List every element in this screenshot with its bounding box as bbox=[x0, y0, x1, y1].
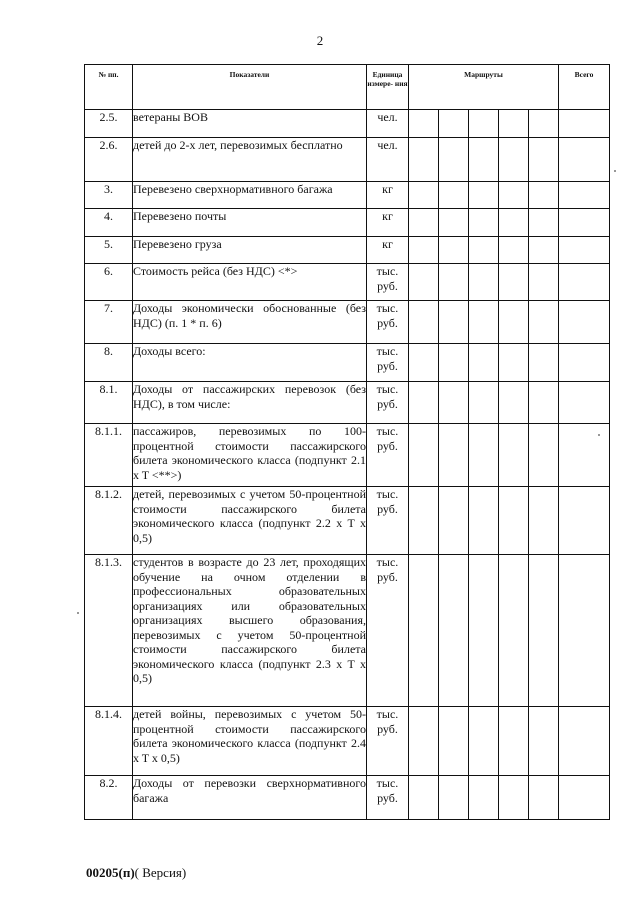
row-indicator: пассажиров, перевозимых по 100-процентной стоимости пассажирского билета экономического класса (подпункт 2.1 x T <**>) bbox=[133, 424, 367, 487]
route-cell bbox=[409, 424, 439, 487]
route-cell bbox=[409, 776, 439, 820]
row-number: 4. bbox=[85, 209, 133, 237]
route-cell bbox=[529, 237, 559, 264]
route-cell bbox=[469, 424, 499, 487]
route-cell bbox=[529, 487, 559, 555]
total-cell bbox=[559, 264, 610, 301]
row-number: 3. bbox=[85, 182, 133, 209]
total-cell bbox=[559, 138, 610, 182]
route-cell bbox=[409, 264, 439, 301]
route-cell bbox=[409, 301, 439, 344]
scan-speck bbox=[77, 612, 79, 614]
route-cell bbox=[529, 182, 559, 209]
total-cell bbox=[559, 301, 610, 344]
row-unit: кг bbox=[367, 237, 409, 264]
row-unit: тыс. руб. bbox=[367, 487, 409, 555]
route-cell bbox=[469, 487, 499, 555]
header-indicators: Показатели bbox=[133, 65, 367, 110]
table-row bbox=[85, 776, 610, 820]
route-cell bbox=[439, 707, 469, 776]
row-unit: чел. bbox=[367, 138, 409, 182]
row-unit: кг bbox=[367, 209, 409, 237]
route-cell bbox=[409, 138, 439, 182]
route-cell bbox=[469, 110, 499, 138]
row-indicator: Перевезено сверхнормативного багажа bbox=[133, 182, 367, 209]
route-cell bbox=[499, 138, 529, 182]
route-cell bbox=[469, 237, 499, 264]
route-cell bbox=[439, 555, 469, 707]
route-cell bbox=[439, 382, 469, 424]
route-cell bbox=[529, 344, 559, 382]
total-cell bbox=[559, 555, 610, 707]
document-code: 00205(п) bbox=[86, 865, 135, 880]
route-cell bbox=[499, 555, 529, 707]
row-indicator: Доходы всего: bbox=[133, 344, 367, 382]
row-number: 8.1.3. bbox=[85, 555, 133, 707]
row-indicator: детей войны, перевозимых с учетом 50-процентной стоимости пассажирского билета экономического класса (подпункт 2.4 x T x 0,5) bbox=[133, 707, 367, 776]
route-cell bbox=[469, 301, 499, 344]
route-cell bbox=[499, 182, 529, 209]
row-indicator: Стоимость рейса (без НДС) <*> bbox=[133, 264, 367, 301]
table-row bbox=[85, 237, 610, 264]
footer-code bbox=[86, 865, 186, 881]
row-indicator: Доходы экономически обоснованные (без НДС) (п. 1 * п. 6) bbox=[133, 301, 367, 344]
total-cell bbox=[559, 110, 610, 138]
route-cell bbox=[529, 209, 559, 237]
total-cell bbox=[559, 707, 610, 776]
route-cell bbox=[499, 487, 529, 555]
row-indicator: Доходы от перевозки сверхнормативного багажа bbox=[133, 776, 367, 820]
route-cell bbox=[499, 301, 529, 344]
route-cell bbox=[529, 776, 559, 820]
route-cell bbox=[409, 237, 439, 264]
header-num: № пп. bbox=[85, 65, 133, 110]
route-cell bbox=[499, 424, 529, 487]
route-cell bbox=[469, 182, 499, 209]
table-row bbox=[85, 110, 610, 138]
row-number: 5. bbox=[85, 237, 133, 264]
route-cell bbox=[499, 264, 529, 301]
scan-speck bbox=[598, 434, 600, 436]
route-cell bbox=[439, 776, 469, 820]
row-indicator: Перевезено груза bbox=[133, 237, 367, 264]
row-unit: тыс. руб. bbox=[367, 382, 409, 424]
route-cell bbox=[439, 424, 469, 487]
route-cell bbox=[469, 707, 499, 776]
row-unit: чел. bbox=[367, 110, 409, 138]
route-cell bbox=[439, 301, 469, 344]
row-number: 8.1.4. bbox=[85, 707, 133, 776]
table-row bbox=[85, 182, 610, 209]
route-cell bbox=[409, 487, 439, 555]
table-row bbox=[85, 707, 610, 776]
route-cell bbox=[529, 707, 559, 776]
route-cell bbox=[469, 138, 499, 182]
route-cell bbox=[499, 382, 529, 424]
route-cell bbox=[469, 382, 499, 424]
row-unit: тыс. руб. bbox=[367, 776, 409, 820]
row-indicator: детей, перевозимых с учетом 50-процентной стоимости пассажирского билета экономического класса (подпункт 2.2 x T x 0,5) bbox=[133, 487, 367, 555]
route-cell bbox=[499, 209, 529, 237]
route-cell bbox=[499, 344, 529, 382]
total-cell bbox=[559, 776, 610, 820]
route-cell bbox=[529, 138, 559, 182]
route-cell bbox=[439, 209, 469, 237]
row-number: 2.6. bbox=[85, 138, 133, 182]
route-cell bbox=[529, 424, 559, 487]
document-version: ( Версия) bbox=[134, 865, 187, 880]
route-cell bbox=[409, 110, 439, 138]
total-cell bbox=[559, 487, 610, 555]
row-unit: тыс. руб. bbox=[367, 264, 409, 301]
route-cell bbox=[469, 776, 499, 820]
row-number: 7. bbox=[85, 301, 133, 344]
row-indicator: студентов в возрасте до 23 лет, проходящих обучение на очном отделении в профессиональных образовательных организациях или образовательных организациях высшего образования, перевозимых с учетом 50-процентной стоимости пассажирского билета экономического класса (подпункт 2.3 x T x 0,5) bbox=[133, 555, 367, 707]
header-total: Всего bbox=[559, 65, 610, 110]
route-cell bbox=[529, 382, 559, 424]
route-cell bbox=[439, 264, 469, 301]
row-indicator: детей до 2-х лет, перевозимых бесплатно bbox=[133, 138, 367, 182]
row-number: 8.2. bbox=[85, 776, 133, 820]
row-unit: тыс. руб. bbox=[367, 301, 409, 344]
route-cell bbox=[499, 110, 529, 138]
route-cell bbox=[439, 487, 469, 555]
row-unit: тыс. руб. bbox=[367, 424, 409, 487]
route-cell bbox=[409, 209, 439, 237]
route-cell bbox=[439, 237, 469, 264]
total-cell bbox=[559, 424, 610, 487]
table-row bbox=[85, 382, 610, 424]
table-row bbox=[85, 209, 610, 237]
row-number: 8. bbox=[85, 344, 133, 382]
route-cell bbox=[409, 707, 439, 776]
route-cell bbox=[439, 138, 469, 182]
row-number: 8.1.2. bbox=[85, 487, 133, 555]
route-cell bbox=[499, 237, 529, 264]
row-unit: тыс. руб. bbox=[367, 707, 409, 776]
table-row bbox=[85, 301, 610, 344]
total-cell bbox=[559, 209, 610, 237]
row-number: 6. bbox=[85, 264, 133, 301]
header-routes: Маршруты bbox=[409, 65, 559, 110]
row-unit: кг bbox=[367, 182, 409, 209]
table-row bbox=[85, 424, 610, 487]
row-indicator: ветераны ВОВ bbox=[133, 110, 367, 138]
row-number: 8.1.1. bbox=[85, 424, 133, 487]
route-cell bbox=[469, 344, 499, 382]
table-row bbox=[85, 264, 610, 301]
route-cell bbox=[439, 182, 469, 209]
row-number: 8.1. bbox=[85, 382, 133, 424]
table-row bbox=[85, 487, 610, 555]
table-row bbox=[85, 344, 610, 382]
route-cell bbox=[439, 344, 469, 382]
total-cell bbox=[559, 182, 610, 209]
route-cell bbox=[469, 555, 499, 707]
route-cell bbox=[409, 382, 439, 424]
route-cell bbox=[409, 555, 439, 707]
route-cell bbox=[529, 555, 559, 707]
total-cell bbox=[559, 382, 610, 424]
indicators-table bbox=[84, 64, 610, 820]
route-cell bbox=[499, 707, 529, 776]
route-cell bbox=[529, 301, 559, 344]
route-cell bbox=[469, 264, 499, 301]
route-cell bbox=[469, 209, 499, 237]
header-unit: Единица измере- ния bbox=[367, 65, 409, 110]
route-cell bbox=[529, 264, 559, 301]
row-number: 2.5. bbox=[85, 110, 133, 138]
route-cell bbox=[499, 776, 529, 820]
table-header-row bbox=[85, 65, 610, 110]
route-cell bbox=[409, 344, 439, 382]
row-indicator: Доходы от пассажирских перевозок (без НДС), в том числе: bbox=[133, 382, 367, 424]
route-cell bbox=[439, 110, 469, 138]
route-cell bbox=[409, 182, 439, 209]
row-unit: тыс. руб. bbox=[367, 344, 409, 382]
total-cell bbox=[559, 237, 610, 264]
table-row bbox=[85, 138, 610, 182]
row-indicator: Перевезено почты bbox=[133, 209, 367, 237]
scan-speck bbox=[614, 170, 616, 172]
page-number: 2 bbox=[316, 33, 324, 48]
route-cell bbox=[529, 110, 559, 138]
row-unit: тыс. руб. bbox=[367, 555, 409, 707]
table-row bbox=[85, 555, 610, 707]
total-cell bbox=[559, 344, 610, 382]
